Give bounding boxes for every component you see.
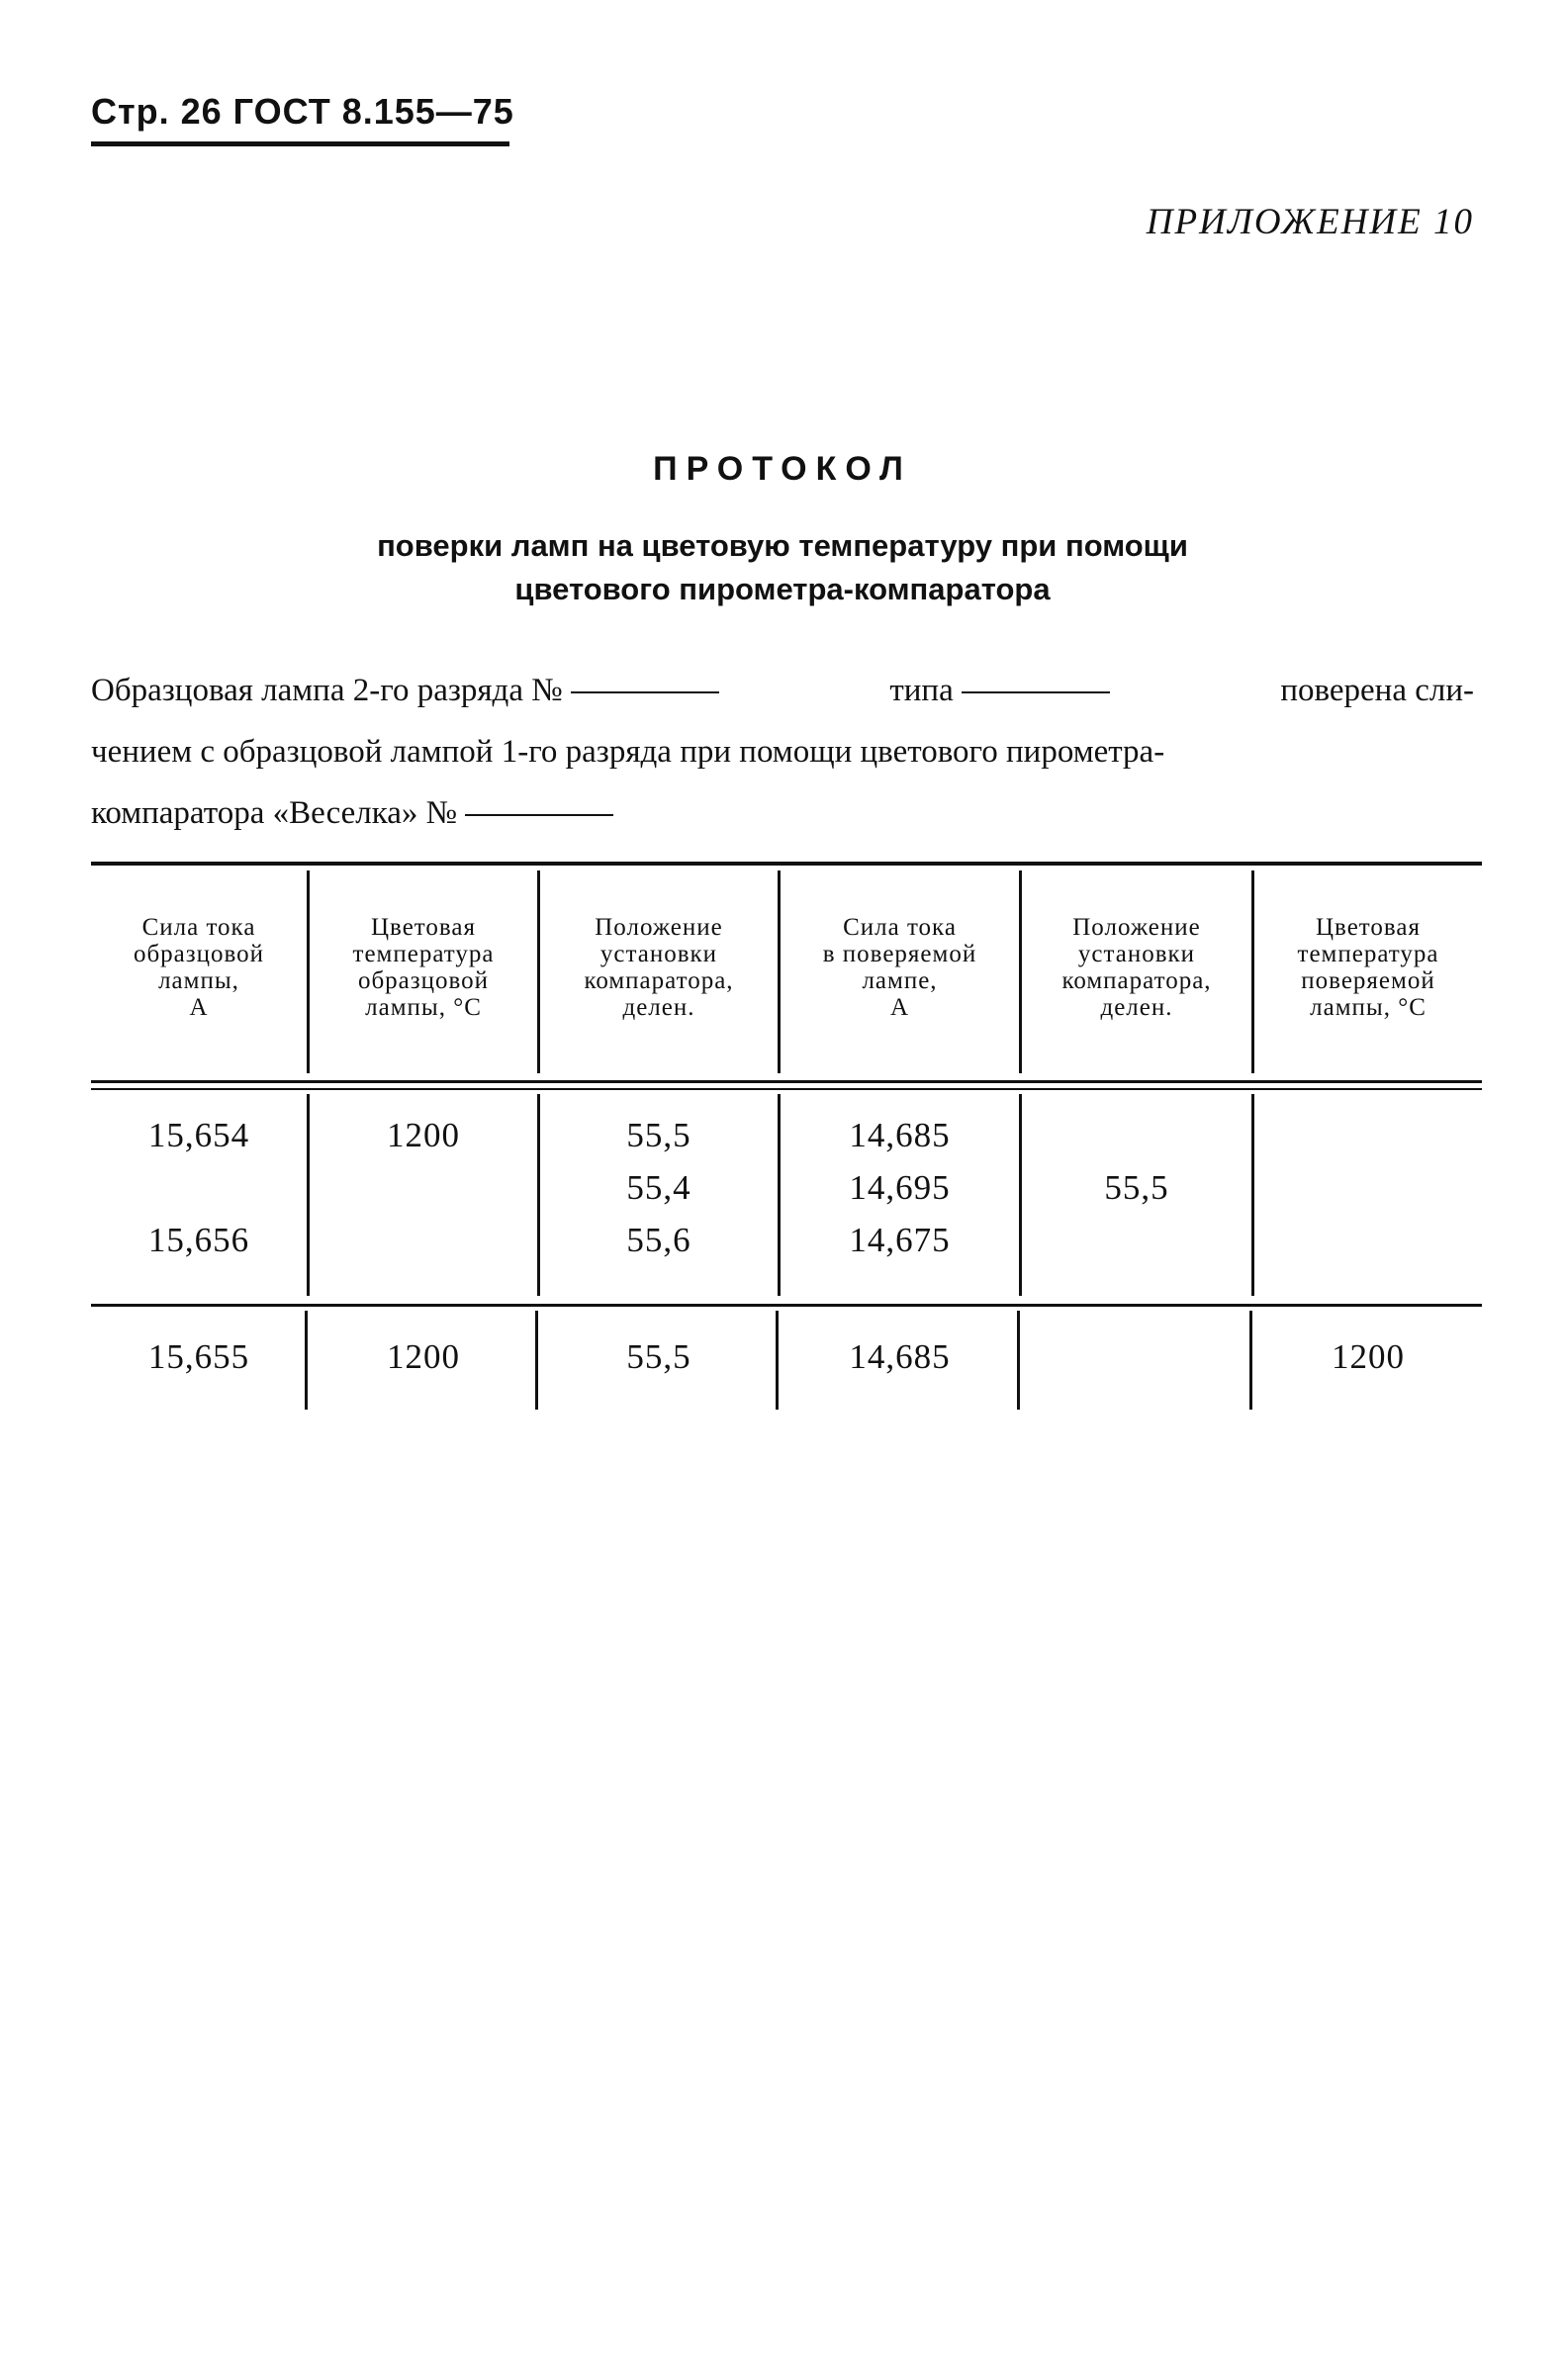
table-cell: 15,656 (147, 1221, 250, 1259)
table-header-rule-2 (91, 1088, 1482, 1090)
paragraph-segment: поверена сли- (1280, 673, 1474, 708)
result-cell: 1200 (387, 1337, 460, 1376)
table-cell: 14,685 (849, 1116, 951, 1154)
document-subtitle (0, 524, 1565, 611)
header-rule (91, 141, 509, 146)
result-cell: 14,685 (849, 1337, 951, 1376)
subtitle-line-2: цветового пирометра-компаратора (514, 572, 1051, 606)
table-cell: 55,6 (626, 1221, 691, 1259)
column-divider (1249, 1311, 1252, 1410)
paragraph-segment: типа (889, 661, 1117, 720)
paragraph-line-1 (91, 661, 1474, 720)
table-cell: 14,695 (849, 1168, 951, 1207)
header-cell-tested-temperature: Цветовая температура поверяемой лампы, °С (1297, 914, 1439, 1021)
result-cell: 1200 (1332, 1337, 1405, 1376)
blank-lamp-type (962, 691, 1110, 693)
result-cell: 55,5 (626, 1337, 691, 1376)
blank-lamp-number (571, 691, 719, 693)
paragraph-segment: Образцовая лампа 2-го разряда № (91, 661, 727, 720)
header-cell-reference-current: Сила тока образцовой лампы, А (133, 914, 265, 1021)
result-cell: 15,655 (147, 1337, 250, 1376)
table-result-rule (91, 1304, 1482, 1307)
header-cell-tested-current: Сила тока в поверяемой лампе, А (822, 914, 977, 1021)
paragraph-segment: чением с образцовой лампой 1-го разряда при помощи цветового пирометра- (91, 734, 1165, 770)
subtitle-line-1: поверки ламп на цветовую температуру при помощи (377, 528, 1188, 563)
table-cell: 55,5 (1104, 1168, 1169, 1207)
table-cell: 14,675 (849, 1221, 951, 1259)
paragraph-line-2 (91, 722, 1474, 781)
header-cell-comparator-position: Положение установки компаратора, делен. (584, 914, 734, 1021)
header-cell-comparator-position: Положение установки компаратора, делен. (1061, 914, 1212, 1021)
table-cell: 55,4 (626, 1168, 691, 1207)
paragraph-line-3: компаратора «Веселка» № (91, 783, 1474, 843)
appendix-label: ПРИЛОЖЕНИЕ 10 (1146, 202, 1474, 242)
page-header: Стр. 26 ГОСТ 8.155—75 (91, 91, 514, 132)
table-top-rule (91, 862, 1482, 866)
table-cell: 1200 (387, 1116, 460, 1154)
column-divider (1251, 1094, 1254, 1296)
header-cell-reference-temperature: Цветовая температура образцовой лампы, °С (352, 914, 495, 1021)
table-cell: 55,5 (626, 1116, 691, 1154)
table-header-rule-1 (91, 1080, 1482, 1083)
document-title: ПРОТОКОЛ (653, 450, 912, 488)
table-cell: 15,654 (147, 1116, 250, 1154)
blank-comparator-number (465, 814, 613, 816)
